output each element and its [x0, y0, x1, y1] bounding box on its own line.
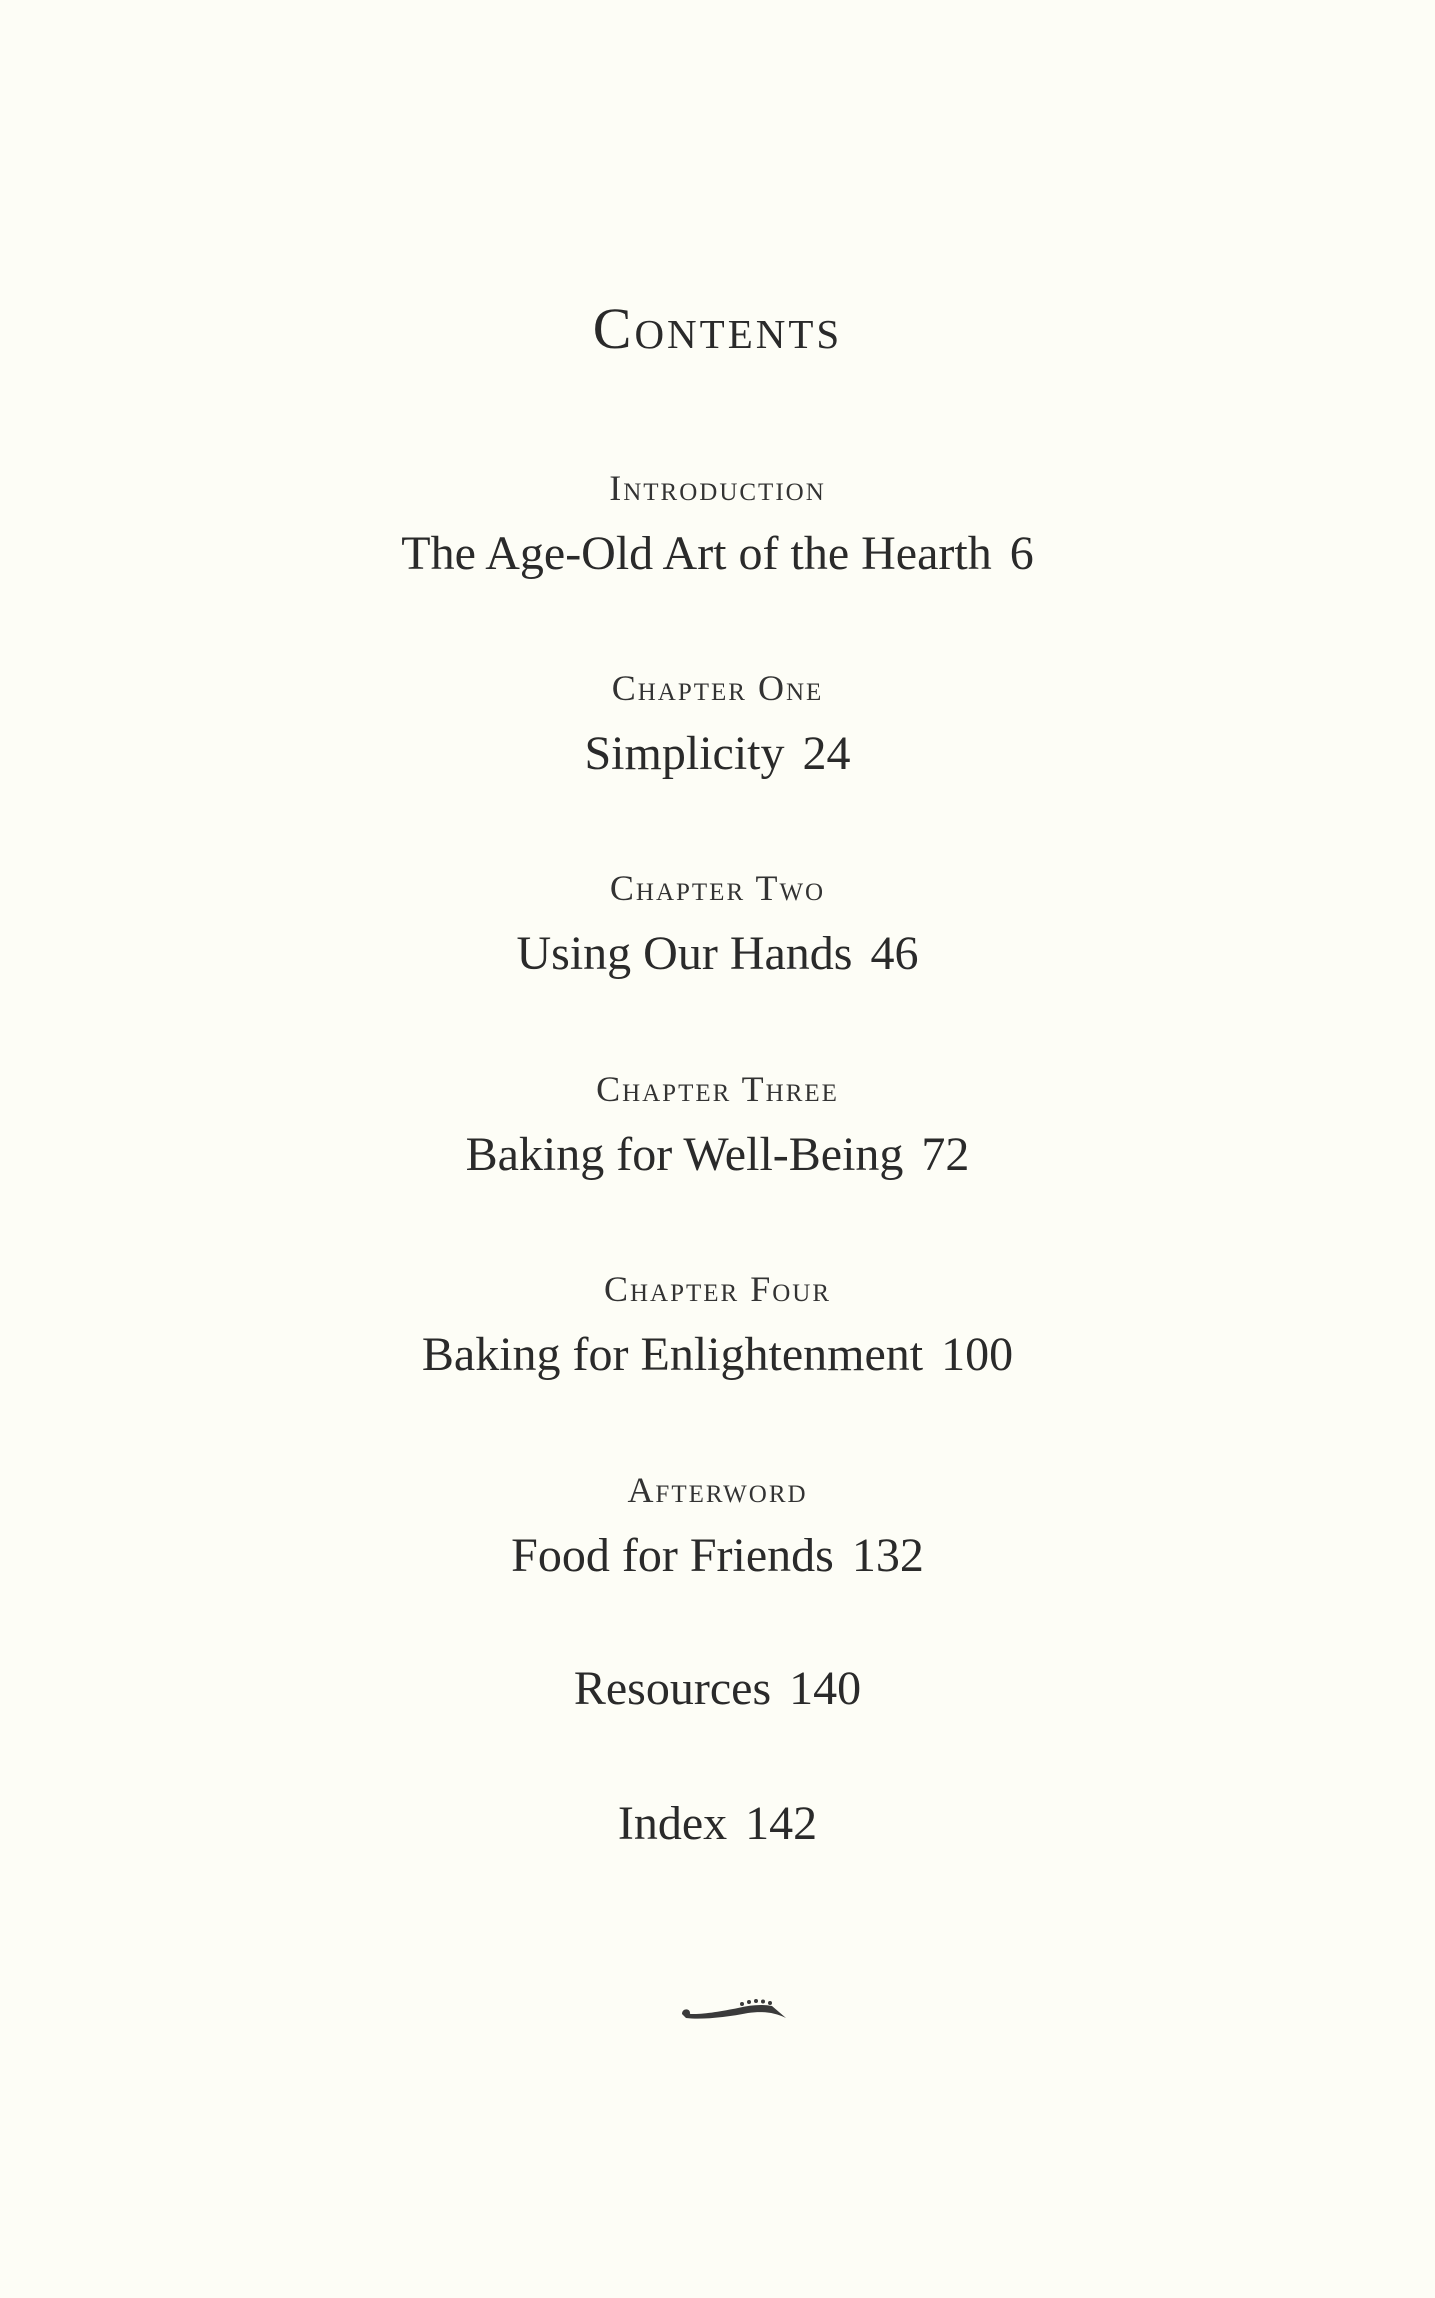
section-label: Chapter Two — [609, 868, 826, 908]
page-number: 142 — [745, 1797, 818, 1850]
toc-entry-chapter-three — [0, 1071, 1435, 1179]
section-title-line[interactable] — [0, 1529, 1435, 1582]
page-number: 132 — [851, 1529, 924, 1582]
page-number: 140 — [789, 1662, 862, 1715]
toc-entry-introduction — [0, 470, 1435, 578]
section-title-line[interactable] — [0, 927, 1435, 980]
section-title: Baking for Well-Being — [465, 1128, 904, 1181]
section-title-line[interactable] — [0, 1662, 1435, 1715]
page-title: Contents — [592, 296, 843, 361]
section-title: Baking for Enlightenment — [421, 1328, 924, 1381]
section-title: Simplicity — [584, 727, 785, 780]
page-number: 72 — [921, 1128, 970, 1181]
section-title-line[interactable] — [0, 527, 1435, 580]
page-number: 100 — [941, 1328, 1014, 1381]
section-title-line[interactable] — [0, 1128, 1435, 1181]
toc-entry-afterword — [0, 1472, 1435, 1580]
section-label: Chapter One — [611, 668, 824, 708]
section-label: Afterword — [627, 1470, 808, 1510]
section-label: Chapter Three — [596, 1069, 839, 1109]
section-title: Using Our Hands — [516, 927, 853, 980]
toc-entry-chapter-two — [0, 870, 1435, 978]
section-title: Resources — [573, 1662, 772, 1715]
section-title-line[interactable] — [0, 1328, 1435, 1381]
toc-entry-resources — [0, 1662, 1435, 1715]
page-number: 46 — [870, 927, 919, 980]
section-title: Index — [617, 1797, 728, 1850]
page-number: 6 — [1009, 527, 1034, 580]
toc-entry-chapter-one — [0, 670, 1435, 778]
section-label: Introduction — [609, 468, 826, 508]
toc-entry-chapter-four — [0, 1271, 1435, 1379]
toc-entry-index — [0, 1797, 1435, 1850]
section-title: Food for Friends — [511, 1529, 834, 1582]
section-title-line[interactable] — [0, 1797, 1435, 1850]
section-label: Chapter Four — [603, 1269, 832, 1309]
page-number: 24 — [802, 727, 851, 780]
section-title: The Age-Old Art of the Hearth — [401, 527, 992, 580]
decorative-flourish-icon — [678, 1988, 790, 2024]
section-title-line[interactable] — [0, 727, 1435, 780]
